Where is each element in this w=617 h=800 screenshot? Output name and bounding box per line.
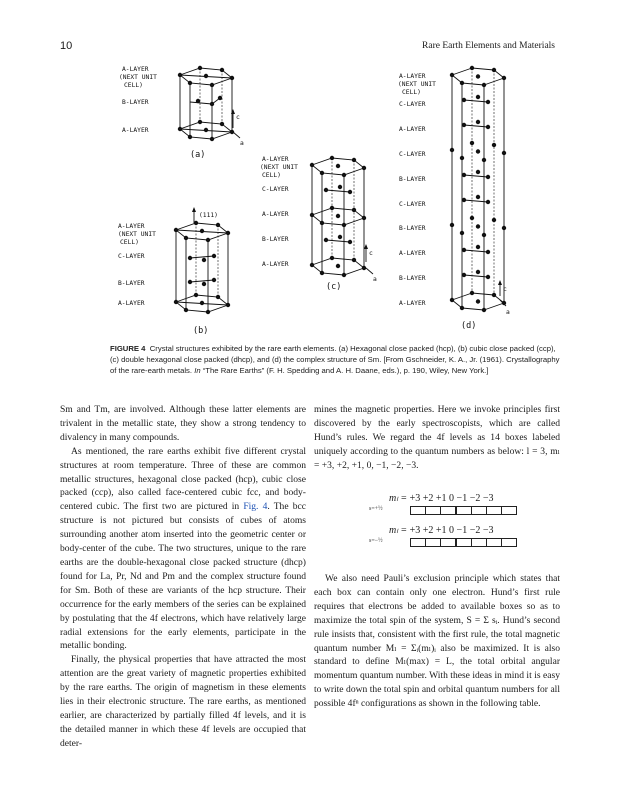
layer-label: C-LAYER xyxy=(118,253,145,260)
layer-label: C-LAYER xyxy=(399,101,426,108)
atom xyxy=(460,81,464,85)
atom xyxy=(450,73,454,77)
layer-label: B-LAYER xyxy=(118,280,145,287)
atom xyxy=(486,125,490,129)
atom xyxy=(482,158,486,162)
atom xyxy=(476,74,480,78)
atom xyxy=(492,143,496,147)
atom xyxy=(502,76,506,80)
caption-label: FIGURE 4 xyxy=(110,344,146,353)
left-column xyxy=(60,403,306,751)
paragraph: Finally, the physical properties that have attracted the most attention are the great variety of magnetic properties exhibited by the rare earths. The origin of magnetism in these elements lies in their electronic structure. The rare earths, as mentioned earlier, are characterized by partially filled 4f levels, and it is the detailed manner in which these 4f levels are occupied that deter- xyxy=(60,654,306,749)
atom xyxy=(460,156,464,160)
atom xyxy=(492,68,496,72)
atom xyxy=(476,245,480,249)
layer-label: (NEXT UNIT xyxy=(260,164,298,171)
atom xyxy=(462,98,466,102)
atom xyxy=(460,231,464,235)
layer-label: A-LAYER xyxy=(262,156,289,163)
layer-label: CELL) xyxy=(402,89,421,96)
layer-label: A-LAYER xyxy=(399,250,426,257)
orbital-boxes-up xyxy=(410,506,516,515)
figure-link[interactable]: Fig. 4 xyxy=(243,501,268,513)
layer-label: A-LAYER xyxy=(399,73,426,80)
layer-label: A-LAYER xyxy=(399,300,426,307)
paragraph: As mentioned, the rare earths exhibit five different crystal structures at room temperature. Three of these are common metallic structures, hexagonal close packed (hcp), cubic close packed (ccp), also called face-centered cubic fcc, and body-centered cubic. The first two are pictured in Fig. 4. The bcc structure is not pictured but consists of cubes of atoms surrounding another atom inserted into the geometric center or body-center of the cube. The two structures, unique to the rare earths are the double-hexagonal close packed structure (dhcp) found for La, Pr, Nd and Pm and the complex structure found for Sm. Both of these are variants of the hcp structure. Their occurrence for the early members of the series can be explained by postulating that the 4f electrons, which have relatively large radial extensions for the early elements, participate in the metallic bonding. xyxy=(60,445,306,652)
atom xyxy=(462,198,466,202)
atom xyxy=(476,149,480,153)
panel-b-ccp xyxy=(118,207,230,336)
layer-label: A-LAYER xyxy=(262,211,289,218)
layer-label: A-LAYER xyxy=(118,223,145,230)
spin-up-label: s=+½ xyxy=(369,506,383,512)
atom xyxy=(502,226,506,230)
page-number: 10 xyxy=(60,40,73,52)
panel-a-hcp xyxy=(119,66,244,160)
atom xyxy=(470,141,474,145)
ml-row-1: mₗ = +3 +2 +1 0 −1 −2 −3 xyxy=(389,493,494,504)
right-column-continued xyxy=(314,572,560,711)
axis-c-label: c xyxy=(503,286,507,293)
atom xyxy=(476,120,480,124)
layer-label: A-LAYER xyxy=(399,126,426,133)
atom xyxy=(462,123,466,127)
spin-down-label: s=−½ xyxy=(369,538,383,544)
atom xyxy=(460,306,464,310)
panel-label: (d) xyxy=(461,321,477,331)
axis-a-label: a xyxy=(373,276,377,283)
layer-label: (NEXT UNIT xyxy=(398,81,436,88)
axis-c-label: c xyxy=(236,114,240,121)
layer-label: A-LAYER xyxy=(262,261,289,268)
atom xyxy=(502,151,506,155)
atom xyxy=(462,248,466,252)
layer-label: C-LAYER xyxy=(399,151,426,158)
panel-d-sm xyxy=(398,66,510,331)
layer-label: (NEXT UNIT xyxy=(118,231,156,238)
ml-row-2: mₗ = +3 +2 +1 0 −1 −2 −3 xyxy=(389,525,494,536)
layer-label: CELL) xyxy=(262,172,281,179)
atom xyxy=(450,223,454,227)
atom xyxy=(462,173,466,177)
panel-c-dhcp xyxy=(260,156,377,292)
atom xyxy=(492,293,496,297)
atom xyxy=(482,308,486,312)
layer-label: C-LAYER xyxy=(262,186,289,193)
layer-label: C-LAYER xyxy=(399,201,426,208)
atom xyxy=(450,148,454,152)
layer-label: A-LAYER xyxy=(118,300,145,307)
panel-label: (b) xyxy=(193,326,209,336)
layer-label: B-LAYER xyxy=(262,236,289,243)
atom xyxy=(476,95,480,99)
layer-label: CELL) xyxy=(120,239,139,246)
layer-label: B-LAYER xyxy=(399,176,426,183)
atom xyxy=(476,299,480,303)
atom xyxy=(476,224,480,228)
figure-caption xyxy=(110,343,562,376)
crystal-structure-figure xyxy=(0,0,617,340)
atom xyxy=(470,291,474,295)
layer-label: B-LAYER xyxy=(399,275,426,282)
running-title: Rare Earth Elements and Materials xyxy=(422,41,555,51)
atom xyxy=(486,250,490,254)
paragraph: Sm and Tm, are involved. Although these latter elements are trivalent in the metallic state, they show a strong tendency to divalency in many compounds. xyxy=(60,404,306,443)
atom xyxy=(486,275,490,279)
caption-text-2: “The Rare Earths” (F. H. Spedding and A. H. Daane, eds.), p. 190, Wiley, New York.] xyxy=(200,366,489,375)
atom xyxy=(470,216,474,220)
paragraph: We also need Pauli’s exclusion principle which states that each box can contain only one electron. Hund’s first rule requires that electrons be added to available boxes so as to maximize the total spin of the system, S = Σ sᵢ. Hund’s second rule insists that, consistent with the first rule, the total magnetic quantum number Mₗ = Σᵢ(mₗ)ᵢ also be maximized. It is also standard to define Mₗ(max) = L, the total orbital angular momentum quantum number. With these ideas in mind it is easy to write down the total spin and orbital quantum numbers for all possible 4fⁿ configurations as shown in the following table. xyxy=(314,573,560,710)
atom xyxy=(492,218,496,222)
atom xyxy=(486,100,490,104)
atom xyxy=(482,83,486,87)
axis-a-label: a xyxy=(506,309,510,316)
axis-c-label: c xyxy=(369,250,373,257)
right-column xyxy=(314,403,560,473)
atom xyxy=(476,195,480,199)
orbital-boxes-down xyxy=(410,538,516,547)
layer-label: B-LAYER xyxy=(122,99,149,106)
caption-in: In xyxy=(194,366,201,375)
paragraph: mines the magnetic properties. Here we invoke principles first discovered by the early spectroscopists, which are called Hund’s rules. We regard the 4f levels as 14 boxes labeled uniquely according to the quantum numbers as below: l = 3, mₗ = +3, +2, +1, 0, −1, −2, −3. xyxy=(314,404,560,471)
atom xyxy=(470,66,474,70)
atom xyxy=(482,233,486,237)
atom xyxy=(462,273,466,277)
atom xyxy=(486,200,490,204)
panel-label: (c) xyxy=(326,282,342,292)
atom xyxy=(486,175,490,179)
layer-label: A-LAYER xyxy=(122,127,149,134)
atom xyxy=(476,270,480,274)
caption-text: Crystal structures exhibited by the rare earth elements. (a) Hexagonal close packed (hcp), (b) cubic close packed (ccp), (c) double hexagonal close packed (dhcp), and (d) the complex structure of Sm. [From Gschneider, K. A., Jr. (1961). Crystallography of the rare-earth metals. xyxy=(110,344,560,375)
atom xyxy=(450,298,454,302)
layer-label: A-LAYER xyxy=(122,66,149,73)
panel-label: (a) xyxy=(190,150,206,160)
atom xyxy=(476,170,480,174)
layer-label: B-LAYER xyxy=(399,225,426,232)
layer-label: CELL) xyxy=(124,82,143,89)
direction-label: (111) xyxy=(199,212,218,219)
layer-label: (NEXT UNIT xyxy=(119,74,157,81)
axis-a-label: a xyxy=(240,140,244,147)
